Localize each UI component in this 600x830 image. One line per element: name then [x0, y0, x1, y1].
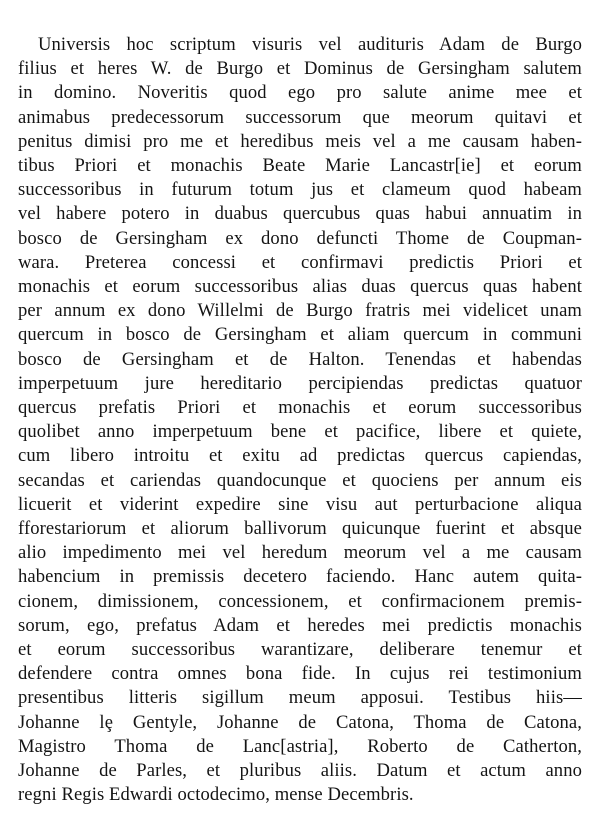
- text-line: et eorum successoribus warantizare, deliberare tenemur et: [18, 639, 582, 661]
- text-line: cionem, dimissionem, concessionem, et confirmacionem premis-: [18, 590, 582, 612]
- text-line: licuerit et viderint expedire sine visu aut perturbacione aliqua: [18, 493, 582, 515]
- text-line: wara. Preterea concessi et confirmavi predictis Priori et: [18, 251, 582, 273]
- text-line: tibus Priori et monachis Beate Marie Lancastr[ie] et eorum: [18, 155, 582, 177]
- text-line: imperpetuum jure hereditario percipiendas predictas quatuor: [18, 372, 582, 394]
- text-line: habencium in premissis decetero faciendo. Hanc autem quita-: [18, 566, 582, 588]
- text-line: quercus prefatis Priori et monachis et eorum successoribus: [18, 397, 582, 419]
- text-line: bosco de Gersingham ex dono defuncti Thome de Coupman-: [18, 227, 582, 249]
- text-line: cum libero introitu et exitu ad predictas quercus capiendas,: [18, 445, 582, 467]
- text-line: animabus predecessorum successorum que meorum quitavi et: [18, 106, 582, 128]
- text-line: Johanne lȩ Gentyle, Johanne de Catona, Thoma de Catona,: [18, 711, 582, 733]
- text-line: per annum ex dono Willelmi de Burgo fratris mei videlicet unam: [18, 300, 582, 322]
- document-page: [18, 33, 582, 823]
- text-line: regni Regis Edwardi octodecimo, mense Decembris.: [18, 784, 414, 806]
- text-line: filius et heres W. de Burgo et Dominus de Gersingham salutem: [18, 58, 582, 80]
- text-line: quolibet anno imperpetuum bene et pacifice, libere et quiete,: [18, 421, 582, 443]
- text-line: Universis hoc scriptum visuris vel audituris Adam de Burgo: [38, 34, 582, 55]
- text-line: vel habere potero in duabus quercubus quas habui annuatim in: [18, 203, 582, 225]
- text-line: fforestariorum et aliorum ballivorum quicunque fuerint et absque: [18, 518, 582, 540]
- text-line: Johanne de Parles, et pluribus aliis. Datum et actum anno: [18, 760, 582, 782]
- text-line: alio impedimento mei vel heredum meorum vel a me causam: [18, 542, 582, 564]
- text-line: bosco de Gersingham et de Halton. Tenendas et habendas: [18, 348, 582, 370]
- text-line: penitus dimisi pro me et heredibus meis vel a me causam haben-: [18, 130, 582, 152]
- text-line: Magistro Thoma de Lanc[astria], Roberto de Catherton,: [18, 735, 582, 757]
- text-line: defendere contra omnes bona fide. In cujus rei testimonium: [18, 663, 582, 685]
- text-line: secandas et cariendas quandocunque et quociens per annum eis: [18, 469, 582, 491]
- charter-text: [18, 33, 582, 808]
- text-line: quercum in bosco de Gersingham et aliam quercum in communi: [18, 324, 582, 346]
- text-line: monachis et eorum successoribus alias duas quercus quas habent: [18, 276, 582, 298]
- text-line: successoribus in futurum totum jus et clameum quod habeam: [18, 179, 582, 201]
- text-line: in domino. Noveritis quod ego pro salute anime mee et: [18, 82, 582, 104]
- text-line: sorum, ego, prefatus Adam et heredes mei predictis monachis: [18, 614, 582, 636]
- text-line: presentibus litteris sigillum meum apposui. Testibus hiis—: [18, 687, 582, 709]
